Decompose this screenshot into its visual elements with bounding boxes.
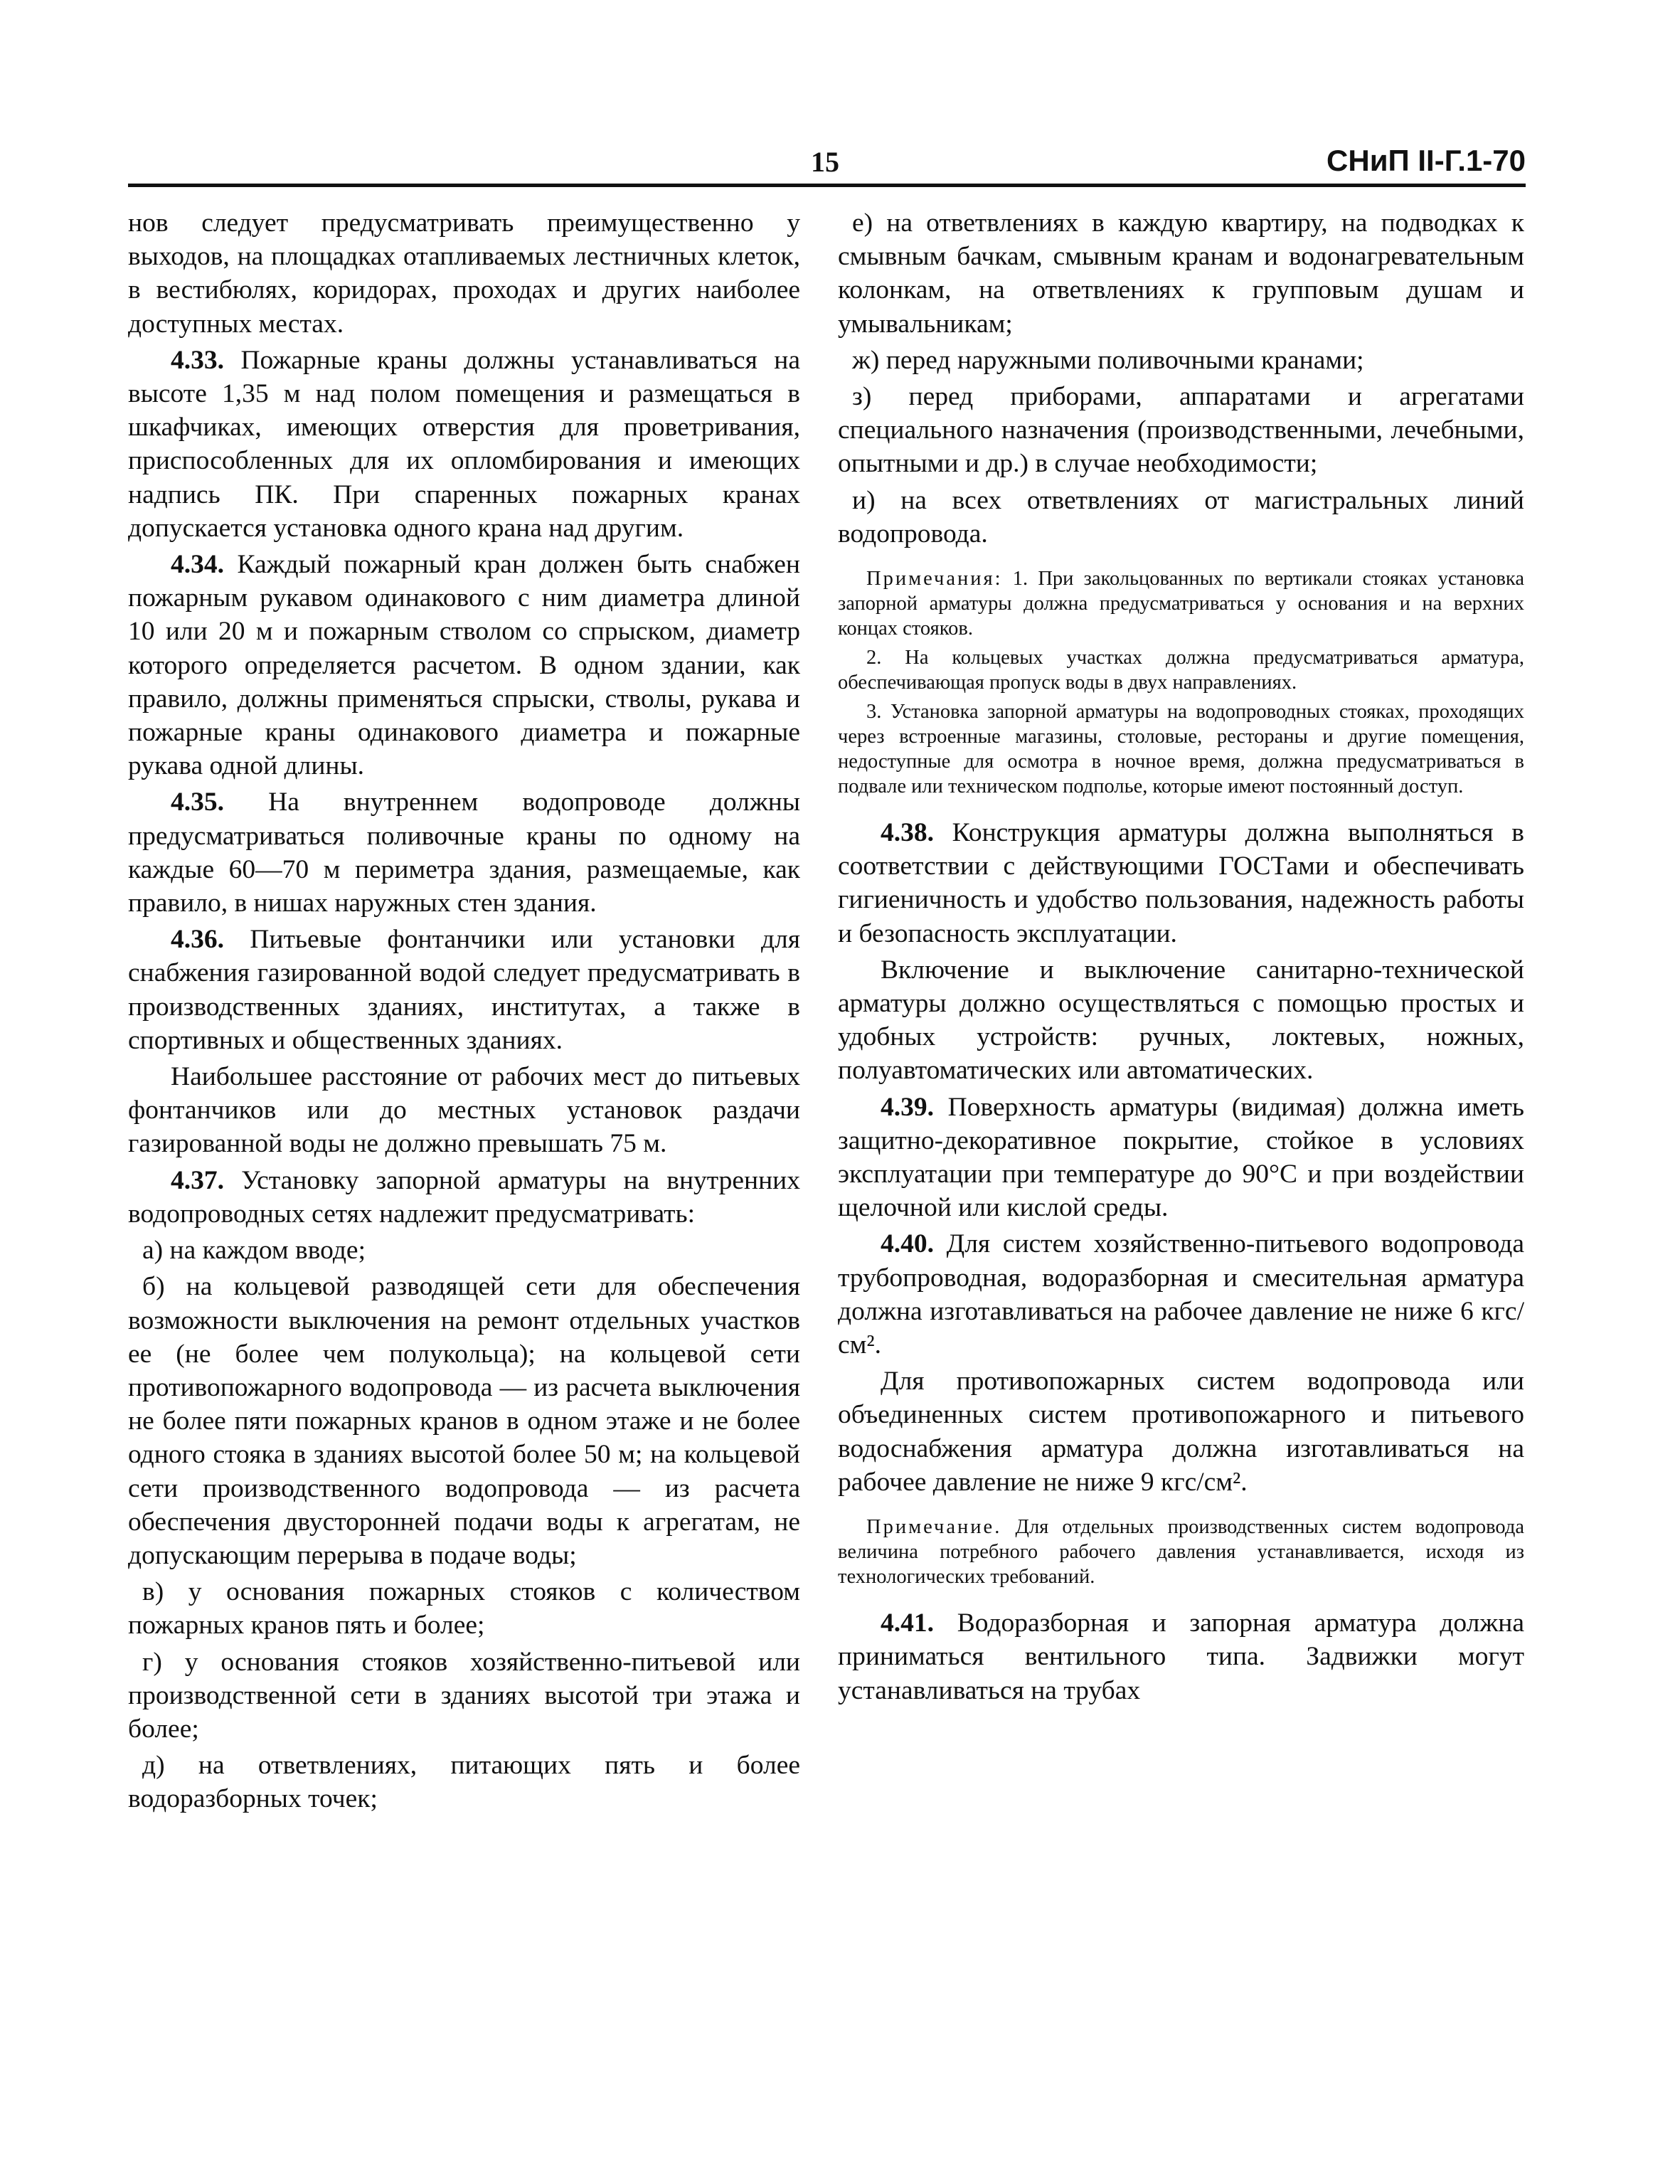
document-code: СНиП II-Г.1-70 <box>1327 144 1526 177</box>
section-text: Конструкция арматуры должна выполняться в соответствии с действующими ГОСТами и обеспечивать гигиеничность и удобство пользования, надежность работы и безопасность эксплуатации. <box>838 818 1524 948</box>
section-4-33 <box>128 344 800 545</box>
note-text: 1. При закольцованных по вертикали стояках установка запорной арматуры должна предусматриваться у основания и на верхних концах стояков. <box>838 568 1525 640</box>
note-label: Примечание. <box>866 1516 1002 1539</box>
list-item-d: д) на ответвлениях, питающих пять и более водоразборных точек; <box>128 1751 800 1814</box>
page-header <box>128 142 1526 187</box>
note-single <box>838 1515 1524 1589</box>
list-item-zh: ж) перед наружными поливочными кранами; <box>852 345 1364 375</box>
list-item-a: а) на каждом вводе; <box>142 1236 366 1266</box>
section-number: 4.38. <box>881 818 934 848</box>
page-number: 15 <box>811 146 839 178</box>
section-number: 4.34. <box>171 550 224 580</box>
list-item-g: г) у основания стояков хозяйственно-питьевой или производственной сети в зданиях высотой три этажа и более; <box>128 1647 800 1744</box>
section-number: 4.35. <box>171 788 224 817</box>
section-text: Пожарные краны должны устанавливаться на высоте 1,35 м над полом помещения и размещаться в шкафчиках, имеющих отверстия для проветривания, приспособленных для их опломбирования и имеющих надпись ПК. При спаренных пожарных кранах допускается установка одного крана над другим. <box>128 345 801 543</box>
section-text: Для систем хозяйственно-питьевого водопровода трубопроводная, водоразборная и смесительная арматура должна изготавливаться на рабочее давление не ниже 6 кгс/см². <box>838 1229 1524 1360</box>
section-4-41 <box>838 1606 1524 1707</box>
section-number: 4.33. <box>171 345 224 375</box>
section-number: 4.40. <box>881 1229 934 1259</box>
paragraph-switching: Включение и выключение санитарно-технической арматуры должно осуществляться с помощью простых и удобных устройств: ручных, локтевых, ножных, полуавтоматических или автоматических. <box>838 955 1524 1086</box>
section-4-37 <box>128 1164 800 1231</box>
section-text: Каждый пожарный кран должен быть снабжен пожарным рукавом одинакового с ним диаметра длиной 10 или 20 м и пожарным стволом со спрыском, диаметр которого определяется расчетом. В одном здании, как правило, должны применяться спрыски, стволы, рукава и пожарные краны одинакового диаметра и пожарные рукава одной длины. <box>128 550 800 781</box>
list-item-e: е) на ответвлениях в каждую квартиру, на подводках к смывным бачкам, смывным кранам и водонагревательным колонкам, на ответвлениях к групповым душам и умывальникам; <box>838 208 1524 339</box>
right-column <box>838 206 1524 1710</box>
list-item-v: в) у основания пожарных стояков с количеством пожарных кранов пять и более; <box>128 1577 800 1640</box>
section-text: Водоразборная и запорная арматура должна приниматься вентильного типа. Задвижки могут устанавливаться на трубах <box>838 1608 1524 1705</box>
section-number: 4.39. <box>881 1092 934 1122</box>
list-item-z: з) перед приборами, аппаратами и агрегатами специального назначения (производственными, лечебными, опытными и др.) в случае необходимости; <box>838 382 1524 479</box>
paragraph-fire-systems: Для противопожарных систем водопровода или объединенных систем противопожарного и питьевого водоснабжения арматура должна изготавливаться на рабочее давление не ниже 9 кгс/см². <box>838 1367 1524 1497</box>
list-item-b: б) на кольцевой разводящей сети для обеспечения возможности выключения на ремонт отдельных участков ее (не более чем полукольца); на кольцевой сети противопожарного водопровода — из расчета выключения не более пяти пожарных кранов в одном этаже и не более одного стояка в зданиях высотой более 50 м; на кольцевой сети производственного водопровода — из расчета обеспечения двусторонней подачи воды к агрегатам, не допускающим перерыва в подаче воды; <box>128 1272 800 1570</box>
paragraph-distance: Наибольшее расстояние от рабочих мест до питьевых фонтанчиков или до местных установок раздачи газированной воды не должно превышать 75 м. <box>128 1062 800 1159</box>
section-number: 4.41. <box>881 1608 934 1638</box>
note-3: 3. Установка запорной арматуры на водопроводных стояках, проходящих через встроенные магазины, столовые, рестораны и другие помещения, недоступные для осмотра в ночное время, должна предусматриваться в подвале или техническом подполье, которые имеют постоянный доступ. <box>838 701 1524 798</box>
section-4-40 <box>838 1227 1524 1362</box>
section-4-39 <box>838 1091 1524 1225</box>
left-column <box>128 206 800 1819</box>
paragraph-continuation: нов следует предусматривать преимущественно у выходов, на площадках отапливаемых лестничных клеток, в вестибюлях, коридорах, проходах и других наиболее доступных местах. <box>128 208 800 339</box>
section-4-36 <box>128 923 800 1057</box>
section-text: На внутреннем водопроводе должны предусматриваться поливочные краны по одному на каждые 60—70 м периметра здания, размещаемые, как правило, в нишах наружных стен здания. <box>128 788 800 918</box>
notes-label: Примечания: <box>866 568 1003 590</box>
section-text: Питьевые фонтанчики или установки для снабжения газированной водой следует предусматривать в производственных зданиях, институтах, а также в спортивных и общественных зданиях. <box>128 925 801 1055</box>
list-item-i: и) на всех ответвлениях от магистральных линий водопровода. <box>838 485 1524 548</box>
note-2: 2. На кольцевых участках должна предусматриваться арматура, обеспечивающая пропуск воды в двух направлениях. <box>838 647 1524 694</box>
section-4-35 <box>128 785 800 920</box>
section-number: 4.36. <box>171 925 224 955</box>
note-text: Для отдельных производственных систем водопровода величина потребного рабочего давления устанавливается, исходя из технологических требований. <box>838 1516 1525 1589</box>
section-text: Установку запорной арматуры на внутренних водопроводных сетях надлежит предусматривать: <box>128 1165 801 1229</box>
section-4-34 <box>128 548 800 783</box>
section-4-38 <box>838 816 1524 950</box>
section-number: 4.37. <box>171 1165 224 1195</box>
note-1 <box>838 566 1524 641</box>
section-text: Поверхность арматуры (видимая) должна иметь защитно-декоративное покрытие, стойкое в условиях эксплуатации при температуре до 90°С и при воздействии щелочной или кислой среды. <box>838 1092 1525 1223</box>
